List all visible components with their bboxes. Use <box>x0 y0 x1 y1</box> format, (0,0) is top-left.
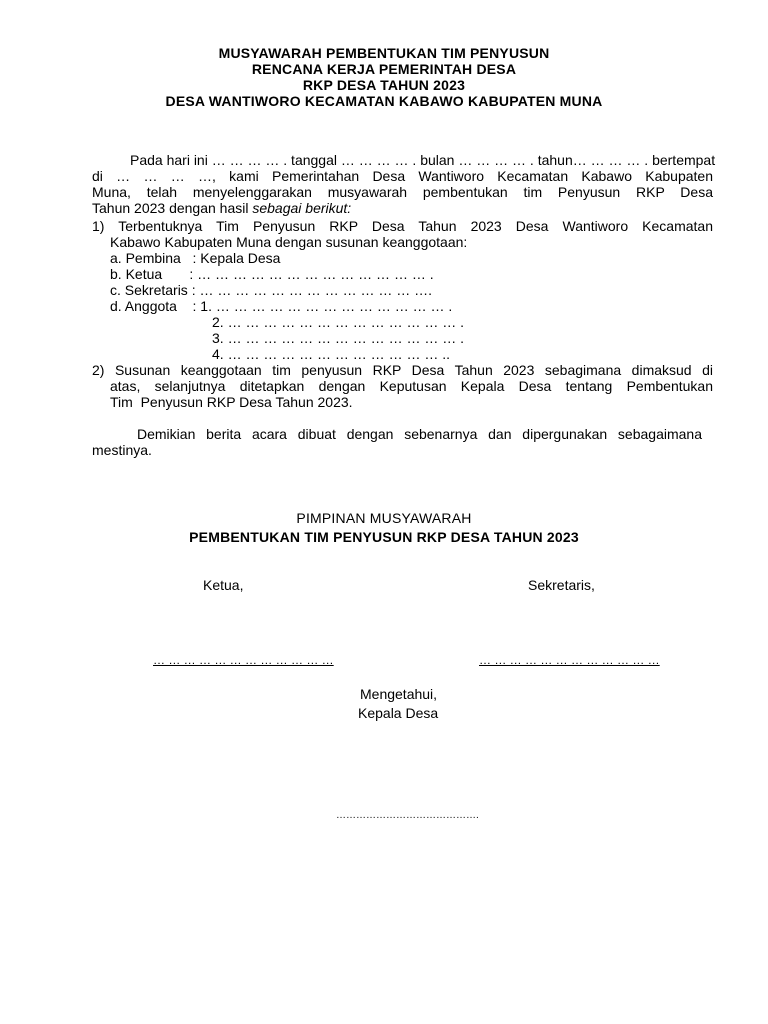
mengetahui-label: Mengetahui, <box>360 686 438 702</box>
item2-line-3: Tim Penyusun RKP Desa Tahun 2023. <box>110 394 353 410</box>
closing-line-2: mestinya. <box>92 442 152 458</box>
member-sekretaris: c. Sekretaris : … … … … … … … … … … … … …. <box>110 282 433 298</box>
member-anggota-3: 3. … … … … … … … … … … … … … . <box>212 330 465 346</box>
item1-line-1: 1) Terbentuknya Tim Penyusun RKP Desa Tahun 2023 Desa Wantiworo Kecamatan <box>92 218 713 234</box>
member-anggota-2: 2. … … … … … … … … … … … … … . <box>212 314 465 330</box>
member-ketua: b. Ketua : … … … … … … … … … … … … … . <box>110 266 434 282</box>
title-line-2: RENCANA KERJA PEMERINTAH DESA <box>251 61 517 77</box>
intro-line-4-italic: sebagai berikut: <box>252 200 352 216</box>
leadership-line-2: PEMBENTUKAN TIM PENYUSUN RKP DESA TAHUN 2023 <box>189 529 579 545</box>
intro-line-4 <box>92 200 351 216</box>
sekretaris-label: Sekretaris, <box>528 577 595 593</box>
intro-line-4-normal: Tahun 2023 dengan hasil <box>92 200 253 216</box>
intro-line-3: Muna, telah menyelenggarakan musyawarah pembentukan tim Penyusun RKP Desa <box>92 184 713 200</box>
kepala-desa-signature-line: ……………………………………. <box>336 810 479 821</box>
title-line-4: DESA WANTIWORO KECAMATAN KABAWO KABUPATEN MUNA <box>165 93 603 109</box>
title-line-3: RKP DESA TAHUN 2023 <box>302 77 466 93</box>
title-line-1: MUSYAWARAH PEMBENTUKAN TIM PENYUSUN <box>218 45 550 61</box>
item2-line-2: atas, selanjutnya ditetapkan dengan Keputusan Kepala Desa tentang Pembentukan <box>110 378 713 394</box>
ketua-signature-line: … … … … … … … … … … … … <box>153 653 334 667</box>
kepala-desa-label: Kepala Desa <box>358 705 439 721</box>
member-anggota-1: d. Anggota : 1. … … … … … … … … … … … … … . <box>110 298 453 314</box>
intro-line-2: di … … … …, kami Pemerintahan Desa Wantiworo Kecamatan Kabawo Kabupaten <box>92 168 713 184</box>
ketua-label: Ketua, <box>203 577 244 593</box>
closing-line-1: Demikian berita acara dibuat dengan sebenarnya dan dipergunakan sebagaimana <box>137 426 702 442</box>
sekretaris-signature-line: … … … … … … … … … … … … <box>479 653 660 667</box>
item1-line-2: Kabawo Kabupaten Muna dengan susunan keanggotaan: <box>110 234 468 250</box>
item2-line-1: 2) Susunan keanggotaan tim penyusun RKP Desa Tahun 2023 sebagimana dimaksud di <box>92 362 713 378</box>
intro-line-1: Pada hari ini … … … … . tanggal … … … … . bulan … … … … . tahun… … … … . bertempat <box>130 152 716 168</box>
member-anggota-4: 4. … … … … … … … … … … … … .. <box>212 346 451 362</box>
member-pembina: a. Pembina : Kepala Desa <box>110 250 281 266</box>
leadership-line-1: PIMPINAN MUSYAWARAH <box>296 510 472 526</box>
